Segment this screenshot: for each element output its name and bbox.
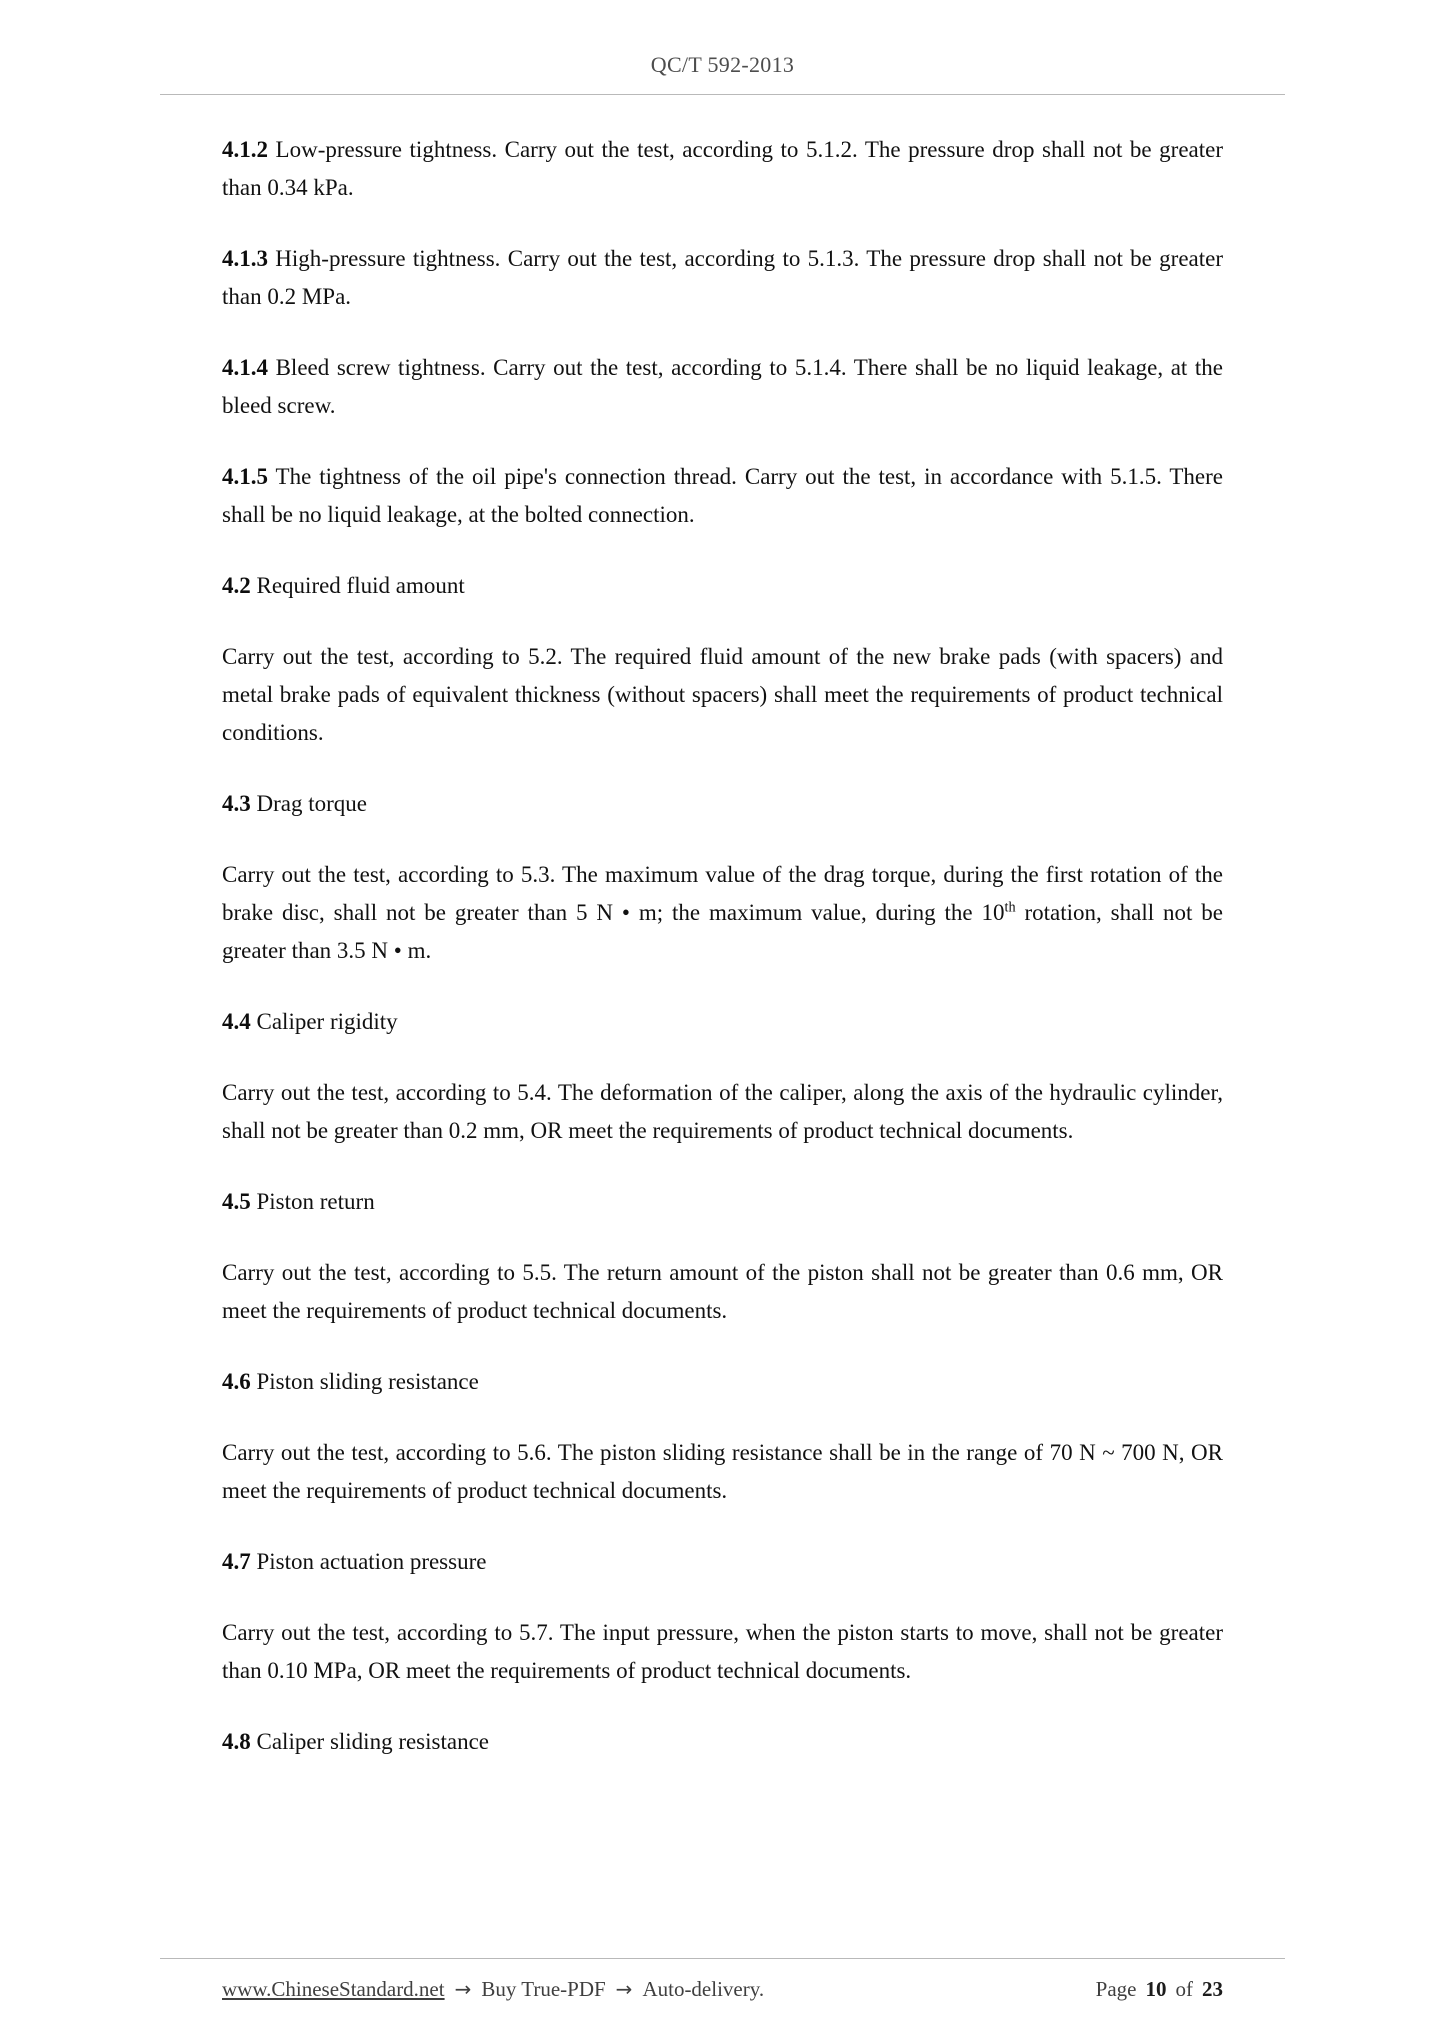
page-total: 23 — [1202, 1977, 1223, 2001]
document-body — [222, 131, 1223, 1761]
paragraph-text: Carry out the test, according to 5.3. The maximum value of the drag torque, during the first rotation of the brake disc, shall not be greater than 5 N • m; the maximum value, during the 10 — [222, 862, 1223, 925]
clause-heading-text: Caliper rigidity — [250, 1009, 398, 1034]
clause-heading — [222, 567, 1223, 605]
clause-text: The tightness of the oil pipe's connection thread. Carry out the test, in accordance with 5.1.5. There shall be no liquid leakage, at the bolted connection. — [222, 464, 1223, 527]
page-current: 10 — [1145, 1977, 1167, 2001]
page-label: Page — [1095, 1977, 1137, 2001]
clause-heading — [222, 1543, 1223, 1581]
clause-heading — [222, 1723, 1223, 1761]
clause-paragraph — [222, 458, 1223, 534]
clause-heading — [222, 1363, 1223, 1401]
body-paragraph — [222, 856, 1223, 970]
clause-heading-text: Piston sliding resistance — [250, 1369, 479, 1394]
clause-heading — [222, 1183, 1223, 1221]
clause-number: 4.1.5 — [222, 464, 268, 489]
clause-text: Bleed screw tightness. Carry out the test, according to 5.1.4. There shall be no liquid leakage, at the bleed screw. — [222, 355, 1223, 418]
clause-heading-text: Caliper sliding resistance — [250, 1729, 489, 1754]
arrow-icon: → — [454, 1977, 472, 2001]
clause-number: 4.4 — [222, 1009, 251, 1034]
body-paragraph: Carry out the test, according to 5.2. The required fluid amount of the new brake pads (with spacers) and metal brake pads of equivalent thickness (without spacers) shall meet the requirements of product technical conditions. — [222, 644, 1223, 745]
clause-number: 4.2 — [222, 573, 251, 598]
arrow-icon: → — [615, 1977, 633, 2001]
clause-number: 4.6 — [222, 1369, 251, 1394]
paragraph-text: rotation, shall not be greater than 3.5 N • m. — [222, 900, 1223, 963]
clause-paragraph — [222, 131, 1223, 207]
standard-number-title: QC/T 592-2013 — [650, 52, 795, 77]
footer-divider — [160, 1958, 1285, 1959]
clause-heading — [222, 1003, 1223, 1041]
clause-heading-text: Drag torque — [250, 791, 367, 816]
buy-true-pdf-text: Buy True-PDF — [481, 1977, 606, 2001]
body-paragraph: Carry out the test, according to 5.7. The input pressure, when the piston starts to move, shall not be greater than 0.10 MPa, OR meet the requirements of product technical documents. — [222, 1620, 1223, 1683]
footer-source-line — [222, 1977, 764, 2002]
clause-number: 4.1.4 — [222, 355, 268, 380]
document-header — [0, 0, 1445, 78]
clause-heading-text: Piston return — [250, 1189, 375, 1214]
clause-paragraph — [222, 349, 1223, 425]
clause-heading-text: Required fluid amount — [250, 573, 465, 598]
body-paragraph: Carry out the test, according to 5.5. The return amount of the piston shall not be greater than 0.6 mm, OR meet the requirements of product technical documents. — [222, 1260, 1223, 1323]
clause-number: 4.3 — [222, 791, 251, 816]
clause-text: High-pressure tightness. Carry out the test, according to 5.1.3. The pressure drop shall not be greater than 0.2 MPa. — [222, 246, 1223, 309]
document-footer — [0, 1958, 1445, 2002]
site-link[interactable]: www.ChineseStandard.net — [222, 1977, 445, 2001]
auto-delivery-text: Auto-delivery. — [642, 1977, 765, 2001]
header-divider — [160, 94, 1285, 95]
body-paragraph: Carry out the test, according to 5.6. The piston sliding resistance shall be in the range of 70 N ~ 700 N, OR meet the requirements of product technical documents. — [222, 1440, 1223, 1503]
clause-number: 4.5 — [222, 1189, 251, 1214]
clause-heading-text: Piston actuation pressure — [250, 1549, 487, 1574]
body-paragraph: Carry out the test, according to 5.4. The deformation of the caliper, along the axis of the hydraulic cylinder, shall not be greater than 0.2 mm, OR meet the requirements of product technical documents. — [222, 1080, 1223, 1143]
superscript-ordinal: th — [1004, 899, 1016, 916]
page-number-indicator — [1096, 1977, 1223, 2002]
clause-text: Low-pressure tightness. Carry out the test, according to 5.1.2. The pressure drop shall not be greater than 0.34 kPa. — [222, 137, 1223, 200]
of-label: of — [1175, 1977, 1193, 2001]
clause-number: 4.1.2 — [222, 137, 268, 162]
clause-number: 4.8 — [222, 1729, 251, 1754]
clause-number: 4.1.3 — [222, 246, 268, 271]
clause-paragraph — [222, 240, 1223, 316]
clause-heading — [222, 785, 1223, 823]
clause-number: 4.7 — [222, 1549, 251, 1574]
